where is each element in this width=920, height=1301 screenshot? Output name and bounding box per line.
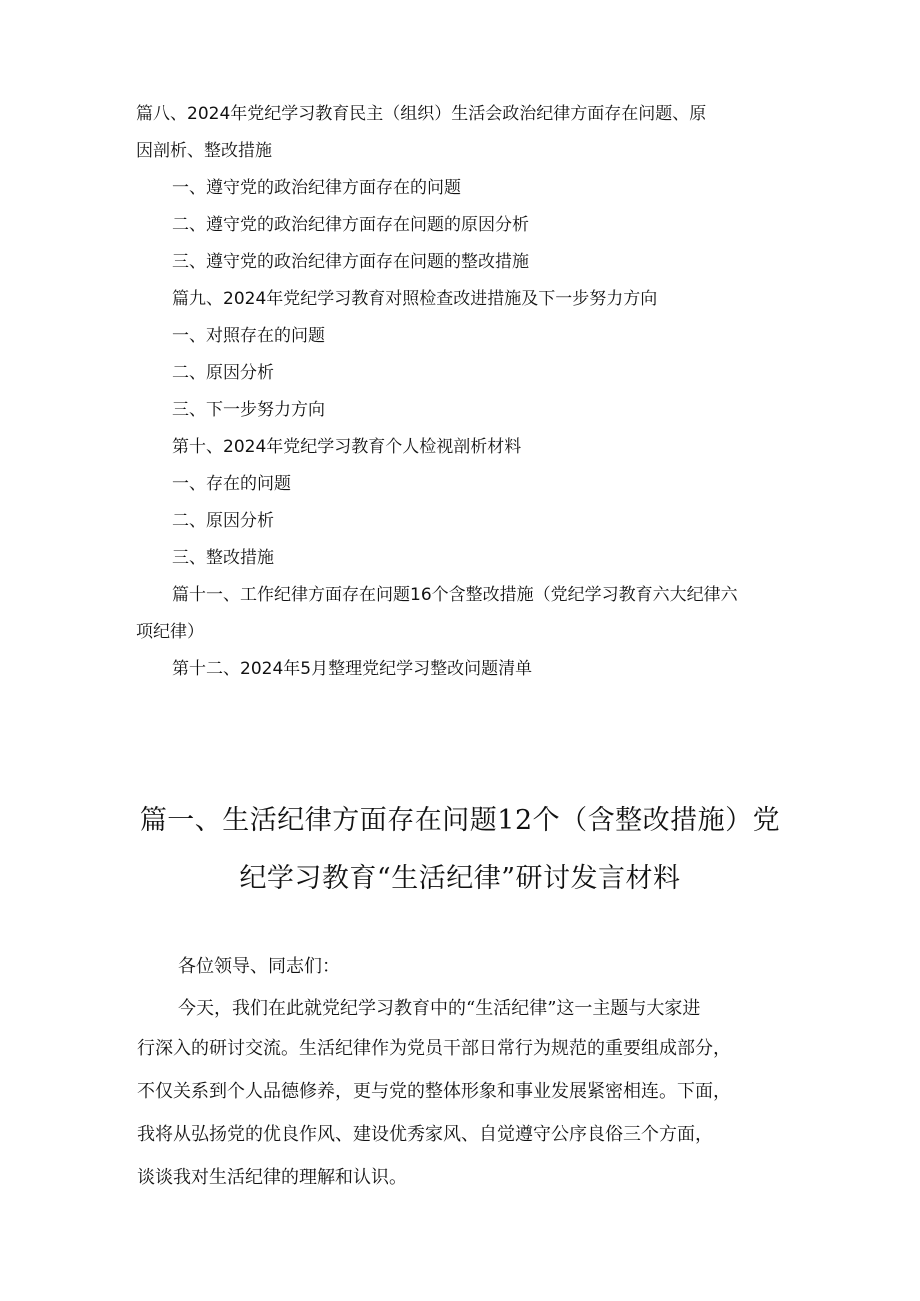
toc-item: 一、对照存在的问题 (172, 326, 325, 346)
toc-item: 篇十一、工作纪律方面存在问题16个含整改措施（党纪学习教育六大纪律六 (172, 585, 738, 605)
article-title-line-1: 篇一、生活纪律方面存在问题12个（含整改措施）党 (139, 805, 781, 836)
toc-item: 二、遵守党的政治纪律方面存在问题的原因分析 (172, 215, 529, 235)
toc-item: 一、存在的问题 (172, 474, 291, 494)
paragraph-line: 今天，我们在此就党纪学习教育中的“生活纪律”这一主题与大家进 (178, 998, 701, 1019)
paragraph-line: 谈谈我对生活纪律的理解和认识。 (137, 1167, 407, 1188)
toc-item: 第十、2024年党纪学习教育个人检视剖析材料 (172, 437, 522, 457)
article-title-line-2: 纪学习教育“生活纪律”研讨发言材料 (239, 863, 681, 894)
toc-item: 篇八、2024年党纪学习教育民主（组织）生活会政治纪律方面存在问题、原 (136, 104, 707, 124)
toc-item: 因剖析、整改措施 (136, 141, 272, 161)
paragraph-line: 我将从弘扬党的优良作风、建设优秀家风、自觉遵守公序良俗三个方面， (137, 1124, 713, 1145)
toc-item: 三、遵守党的政治纪律方面存在问题的整改措施 (172, 252, 529, 272)
toc-item: 二、原因分析 (172, 511, 274, 531)
toc-item: 第十二、2024年5月整理党纪学习整改问题清单 (172, 659, 533, 679)
toc-item: 三、下一步努力方向 (172, 400, 325, 420)
toc-item: 项纪律） (136, 622, 204, 642)
toc-item: 二、原因分析 (172, 363, 274, 383)
paragraph-line: 不仅关系到个人品德修养，更与党的整体形象和事业发展紧密相连。下面， (137, 1081, 731, 1102)
toc-item: 一、遵守党的政治纪律方面存在的问题 (172, 178, 461, 198)
greeting: 各位领导、同志们： (178, 956, 340, 977)
paragraph-line: 行深入的研讨交流。生活纪律作为党员干部日常行为规范的重要组成部分， (137, 1038, 731, 1059)
toc-item: 三、整改措施 (172, 548, 274, 568)
toc-item: 篇九、2024年党纪学习教育对照检查改进措施及下一步努力方向 (172, 289, 658, 309)
